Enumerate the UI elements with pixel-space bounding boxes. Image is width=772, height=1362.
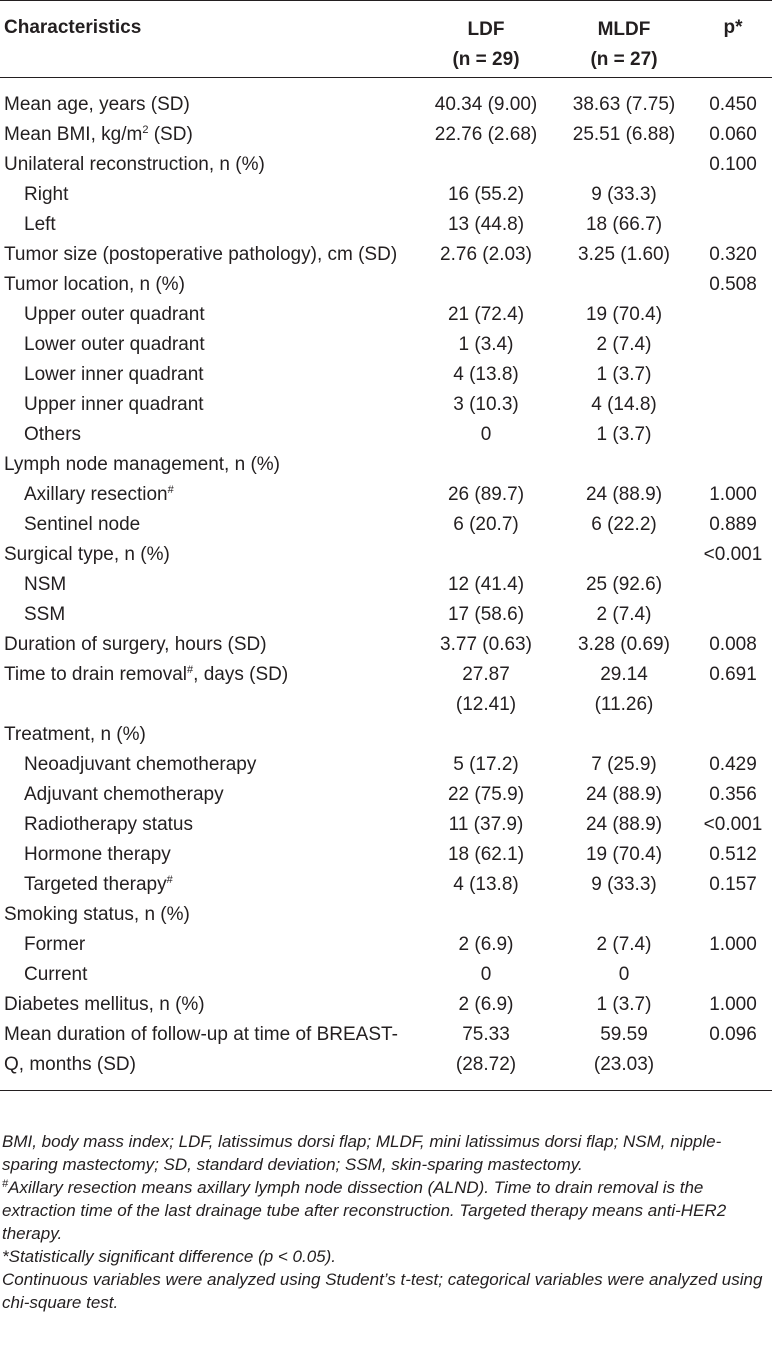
- row-label: [4, 990, 205, 1020]
- cell-ldf-value: 2 (6.9): [458, 934, 514, 955]
- cell-ldf: [418, 90, 554, 120]
- cell-p: [694, 540, 772, 570]
- cell-p-value: 0.008: [709, 634, 757, 655]
- cell-ldf-value-line2: (28.72): [455, 1054, 517, 1075]
- cell-mldf: [554, 90, 694, 120]
- header-mldf-label: MLDF: [597, 19, 651, 40]
- footnote-hash-text: Axillary resection means axillary lymph node dissection (ALND). Time to drain removal is the extraction time of the last drainage tube after reconstruction. Targeted therapy means anti-HER2 therapy.: [2, 1178, 727, 1243]
- row-label-text: Sentinel node: [24, 514, 141, 535]
- cell-ldf: [418, 390, 554, 420]
- row-label-text: Former: [24, 934, 86, 955]
- row-label-text: Surgical type, n (%): [4, 544, 170, 565]
- table-row: [0, 240, 772, 270]
- table-row: [0, 990, 772, 1020]
- row-label: [24, 510, 140, 540]
- cell-ldf-value: 22 (75.9): [447, 784, 525, 805]
- table-row: [0, 150, 772, 180]
- row-label: [4, 660, 288, 690]
- cell-p: [694, 750, 772, 780]
- cell-p: [694, 810, 772, 840]
- cell-ldf: [418, 420, 554, 450]
- cell-p-value: <0.001: [703, 814, 763, 835]
- cell-mldf-value: 6 (22.2): [591, 514, 657, 535]
- cell-ldf: [418, 300, 554, 330]
- row-label: [4, 150, 265, 180]
- cell-ldf: [418, 180, 554, 210]
- cell-mldf: [554, 990, 694, 1020]
- cell-ldf: [418, 210, 554, 240]
- row-label-text: Lower outer quadrant: [24, 334, 205, 355]
- cell-ldf: [418, 660, 554, 720]
- cell-ldf-value: 5 (17.2): [453, 754, 519, 775]
- table-header: [0, 1, 772, 77]
- cell-mldf: [554, 120, 694, 150]
- cell-p: [694, 990, 772, 1020]
- cell-p: [694, 630, 772, 660]
- cell-mldf: [554, 870, 694, 900]
- row-label-text: Lymph node management, n (%): [4, 454, 281, 475]
- cell-mldf-value: 24 (88.9): [585, 814, 663, 835]
- row-label: [24, 870, 173, 900]
- table-row: [0, 900, 772, 930]
- cell-ldf-value: 13 (44.8): [447, 214, 525, 235]
- row-label: [4, 240, 404, 270]
- cell-mldf-value: 9 (33.3): [591, 184, 657, 205]
- cell-mldf-value: 1 (3.7): [596, 424, 652, 445]
- cell-mldf-value: 7 (25.9): [591, 754, 657, 775]
- cell-ldf: [418, 750, 554, 780]
- cell-ldf-value: 11 (37.9): [448, 814, 524, 835]
- cell-ldf-value: 0: [480, 424, 492, 445]
- cell-mldf: [554, 390, 694, 420]
- row-label-superscript: #: [167, 484, 174, 496]
- cell-p: [694, 90, 772, 120]
- row-label: [4, 120, 193, 150]
- row-label: [24, 930, 85, 960]
- cell-ldf-value: 3 (10.3): [453, 394, 519, 415]
- cell-ldf-value: 40.34 (9.00): [434, 94, 538, 115]
- row-label: [24, 810, 193, 840]
- cell-mldf-value: 25.51 (6.88): [572, 124, 676, 145]
- cell-p-value: 0.889: [709, 514, 757, 535]
- cell-mldf-value: 2 (7.4): [596, 604, 652, 625]
- row-label: [4, 450, 280, 480]
- cell-mldf-value: 29.14: [600, 664, 648, 685]
- cell-ldf: [418, 1020, 554, 1080]
- table-bottom-rule: [0, 1090, 772, 1091]
- cell-ldf: [418, 960, 554, 990]
- cell-ldf: [418, 990, 554, 1020]
- row-label-text: NSM: [24, 574, 67, 595]
- row-label-text: Time to drain removal: [4, 664, 188, 685]
- table-row: [0, 810, 772, 840]
- row-label-superscript: 2: [142, 124, 149, 136]
- row-label-tail: (SD): [148, 124, 193, 145]
- header-ldf: [418, 15, 554, 75]
- table-row: [0, 180, 772, 210]
- cell-ldf-value: 3.77 (0.63): [440, 634, 532, 655]
- row-label: [24, 960, 87, 990]
- cell-p-value: 0.096: [709, 1024, 757, 1045]
- cell-p-value: 0.060: [709, 124, 757, 145]
- cell-p-value: 0.450: [709, 94, 757, 115]
- cell-mldf-value: 38.63 (7.75): [572, 94, 676, 115]
- row-label-text: Targeted therapy: [24, 874, 167, 895]
- cell-ldf: [418, 870, 554, 900]
- row-label: [4, 720, 146, 750]
- cell-mldf-value: 59.59: [600, 1024, 648, 1045]
- table-row: [0, 570, 772, 600]
- row-label: [24, 840, 171, 870]
- header-ldf-n: (n = 29): [452, 49, 520, 70]
- table-row: [0, 870, 772, 900]
- cell-mldf: [554, 930, 694, 960]
- cell-ldf-value: 18 (62.1): [447, 844, 525, 865]
- table-row: [0, 720, 772, 750]
- row-label: [24, 600, 65, 630]
- cell-p: [694, 240, 772, 270]
- cell-mldf-value: 24 (88.9): [585, 484, 663, 505]
- row-label: [24, 780, 224, 810]
- cell-mldf-value: 3.28 (0.69): [578, 634, 670, 655]
- cell-ldf-value: 75.33: [462, 1024, 510, 1045]
- header-mldf: [554, 15, 694, 75]
- footnote-hash: [0, 1176, 772, 1245]
- cell-mldf-value-line2: (11.26): [594, 694, 654, 715]
- footnote-significance: *Statistically significant difference (p < 0.05).: [2, 1247, 337, 1266]
- cell-p-value: <0.001: [703, 544, 763, 565]
- cell-mldf: [554, 840, 694, 870]
- table-row: [0, 390, 772, 420]
- table-row: [0, 450, 772, 480]
- footnote-methods: Continuous variables were analyzed using Student’s t-test; categorical variables were analyzed using chi-square test.: [2, 1270, 763, 1312]
- row-label-text: Neoadjuvant chemotherapy: [24, 754, 257, 775]
- row-label-text: Right: [24, 184, 69, 205]
- header-mldf-n: (n = 27): [590, 49, 658, 70]
- cell-ldf: [418, 360, 554, 390]
- table-row: [0, 750, 772, 780]
- table-row: [0, 630, 772, 660]
- cell-p: [694, 270, 772, 300]
- cell-ldf-value: 17 (58.6): [447, 604, 525, 625]
- cell-mldf: [554, 180, 694, 210]
- table-row: [0, 420, 772, 450]
- cell-p-value: 0.356: [709, 784, 757, 805]
- cell-p: [694, 660, 772, 690]
- row-label-text: Hormone therapy: [24, 844, 171, 865]
- cell-mldf: [554, 300, 694, 330]
- row-label: [24, 570, 66, 600]
- cell-ldf-value: 1 (3.4): [458, 334, 514, 355]
- cell-mldf-value: 3.25 (1.60): [578, 244, 670, 265]
- cell-p: [694, 510, 772, 540]
- header-characteristics: Characteristics: [4, 17, 142, 38]
- row-label-text: SSM: [24, 604, 66, 625]
- cell-mldf: [554, 1020, 694, 1080]
- cell-mldf-value: 24 (88.9): [585, 784, 663, 805]
- cell-mldf-value: 0: [618, 964, 630, 985]
- cell-mldf: [554, 810, 694, 840]
- cell-p-value: 0.100: [709, 154, 757, 175]
- cell-mldf-value: 4 (14.8): [591, 394, 657, 415]
- cell-p: [694, 780, 772, 810]
- table-row: [0, 360, 772, 390]
- cell-ldf: [418, 120, 554, 150]
- header-ldf-label: LDF: [467, 19, 505, 40]
- cell-mldf-value: 2 (7.4): [596, 934, 652, 955]
- row-label-text: Treatment, n (%): [4, 724, 146, 745]
- table-row: [0, 600, 772, 630]
- footnote-abbreviations: BMI, body mass index; LDF, latissimus dorsi flap; MLDF, mini latissimus dorsi flap; NSM, nipple-sparing mastectomy; SD, standard deviation; SSM, skin-sparing mastectomy.: [2, 1132, 722, 1174]
- cell-mldf: [554, 960, 694, 990]
- cell-p: [694, 120, 772, 150]
- cell-p-value: 0.512: [709, 844, 757, 865]
- cell-mldf: [554, 660, 694, 720]
- row-label-text: Mean duration of follow-up at time of BREAST-Q, months (SD): [4, 1024, 398, 1075]
- row-label-text: Radiotherapy status: [24, 814, 193, 835]
- row-label-text: Current: [24, 964, 88, 985]
- cell-ldf: [418, 930, 554, 960]
- cell-ldf: [418, 240, 554, 270]
- row-label-text: Mean age, years (SD): [4, 94, 190, 115]
- row-label-text: Upper outer quadrant: [24, 304, 205, 325]
- row-label-superscript: #: [166, 874, 173, 886]
- cell-ldf: [418, 810, 554, 840]
- row-label-text: Left: [24, 214, 56, 235]
- cell-mldf: [554, 600, 694, 630]
- cell-ldf-value: 22.76 (2.68): [434, 124, 538, 145]
- table-row: [0, 90, 772, 120]
- cell-mldf: [554, 360, 694, 390]
- row-label: [24, 360, 204, 390]
- cell-ldf: [418, 840, 554, 870]
- row-label-text: Mean BMI, kg/m: [4, 124, 143, 145]
- table-row: [0, 210, 772, 240]
- cell-ldf-value: 21 (72.4): [447, 304, 525, 325]
- cell-mldf: [554, 630, 694, 660]
- table-row: [0, 480, 772, 510]
- cell-mldf: [554, 210, 694, 240]
- row-label: [24, 480, 174, 510]
- row-label-text: Axillary resection: [24, 484, 168, 505]
- cell-ldf-value: 12 (41.4): [447, 574, 525, 595]
- row-label-text: Tumor size (postoperative pathology), cm (SD): [4, 244, 398, 265]
- cell-ldf-value-line2: (12.41): [455, 694, 517, 715]
- table-footnotes: [0, 1130, 772, 1314]
- row-label: [4, 900, 190, 930]
- table-row: [0, 930, 772, 960]
- cell-ldf: [418, 600, 554, 630]
- cell-p-value: 0.429: [709, 754, 757, 775]
- row-label: [4, 630, 267, 660]
- cell-mldf-value: 19 (70.4): [585, 844, 663, 865]
- row-label-text: Upper inner quadrant: [24, 394, 204, 415]
- footnote-hash-mark: #: [2, 1178, 9, 1190]
- cell-mldf: [554, 570, 694, 600]
- cell-mldf: [554, 750, 694, 780]
- table-row: [0, 840, 772, 870]
- row-label: [4, 90, 190, 120]
- row-label: [24, 420, 81, 450]
- cell-p-value: 0.320: [709, 244, 757, 265]
- cell-mldf-value: 18 (66.7): [585, 214, 663, 235]
- row-label: [24, 750, 256, 780]
- row-label-text: Duration of surgery, hours (SD): [4, 634, 267, 655]
- cell-ldf: [418, 780, 554, 810]
- cell-mldf: [554, 240, 694, 270]
- cell-ldf-value: 27.87: [462, 664, 510, 685]
- table-row: [0, 120, 772, 150]
- row-label: [24, 390, 204, 420]
- row-label-text: Smoking status, n (%): [4, 904, 190, 925]
- cell-ldf: [418, 510, 554, 540]
- cell-ldf-value: 4 (13.8): [453, 364, 519, 385]
- row-label: [24, 330, 205, 360]
- table-row: [0, 540, 772, 570]
- cell-mldf-value: 1 (3.7): [596, 994, 652, 1015]
- row-label: [24, 210, 56, 240]
- cell-ldf: [418, 570, 554, 600]
- table-row: [0, 960, 772, 990]
- cell-ldf: [418, 330, 554, 360]
- row-label-text: Unilateral reconstruction, n (%): [4, 154, 265, 175]
- cell-p: [694, 480, 772, 510]
- table-row: [0, 300, 772, 330]
- cell-ldf: [418, 630, 554, 660]
- row-label: [24, 180, 68, 210]
- table-row: [0, 270, 772, 300]
- row-label-text: Tumor location, n (%): [4, 274, 185, 295]
- cell-p-value: 0.508: [709, 274, 757, 295]
- cell-mldf: [554, 330, 694, 360]
- row-label-text: Lower inner quadrant: [24, 364, 204, 385]
- table-body: [0, 90, 772, 1080]
- cell-mldf: [554, 780, 694, 810]
- row-label-text: Diabetes mellitus, n (%): [4, 994, 205, 1015]
- table-row: [0, 510, 772, 540]
- row-label-text: Adjuvant chemotherapy: [24, 784, 224, 805]
- header-p: p*: [723, 17, 743, 38]
- cell-ldf-value: 6 (20.7): [453, 514, 519, 535]
- cell-p: [694, 150, 772, 180]
- table-row: [0, 1020, 772, 1080]
- table-row: [0, 330, 772, 360]
- cell-mldf-value: 2 (7.4): [596, 334, 652, 355]
- cell-p: [694, 930, 772, 960]
- cell-ldf-value: 16 (55.2): [447, 184, 525, 205]
- cell-p-value: 0.157: [709, 874, 757, 895]
- cell-mldf-value: 19 (70.4): [585, 304, 663, 325]
- table-row: [0, 780, 772, 810]
- cell-mldf-value: 9 (33.3): [591, 874, 657, 895]
- cell-p-value: 0.691: [709, 664, 757, 685]
- cell-p: [694, 840, 772, 870]
- row-label-text: Others: [24, 424, 82, 445]
- cell-mldf: [554, 510, 694, 540]
- cell-p: [694, 870, 772, 900]
- cell-p-value: 1.000: [709, 994, 757, 1015]
- row-label: [4, 540, 170, 570]
- row-label-tail: , days (SD): [193, 664, 289, 685]
- row-label: [4, 270, 185, 300]
- cell-ldf-value: 4 (13.8): [453, 874, 519, 895]
- cell-mldf-value: 25 (92.6): [585, 574, 663, 595]
- cell-p-value: 1.000: [709, 934, 757, 955]
- cell-ldf-value: 0: [480, 964, 492, 985]
- cell-p: [694, 1020, 772, 1050]
- row-label: [4, 1020, 404, 1080]
- cell-ldf-value: 26 (89.7): [447, 484, 525, 505]
- cell-mldf-value: 1 (3.7): [596, 364, 652, 385]
- cell-ldf-value: 2 (6.9): [458, 994, 514, 1015]
- table-row: [0, 660, 772, 720]
- cell-ldf: [418, 480, 554, 510]
- cell-p-value: 1.000: [709, 484, 757, 505]
- row-label: [24, 300, 205, 330]
- cell-ldf-value: 2.76 (2.03): [440, 244, 532, 265]
- cell-mldf: [554, 480, 694, 510]
- row-label-superscript: #: [187, 664, 194, 676]
- cell-mldf-value-line2: (23.03): [593, 1054, 655, 1075]
- cell-mldf: [554, 420, 694, 450]
